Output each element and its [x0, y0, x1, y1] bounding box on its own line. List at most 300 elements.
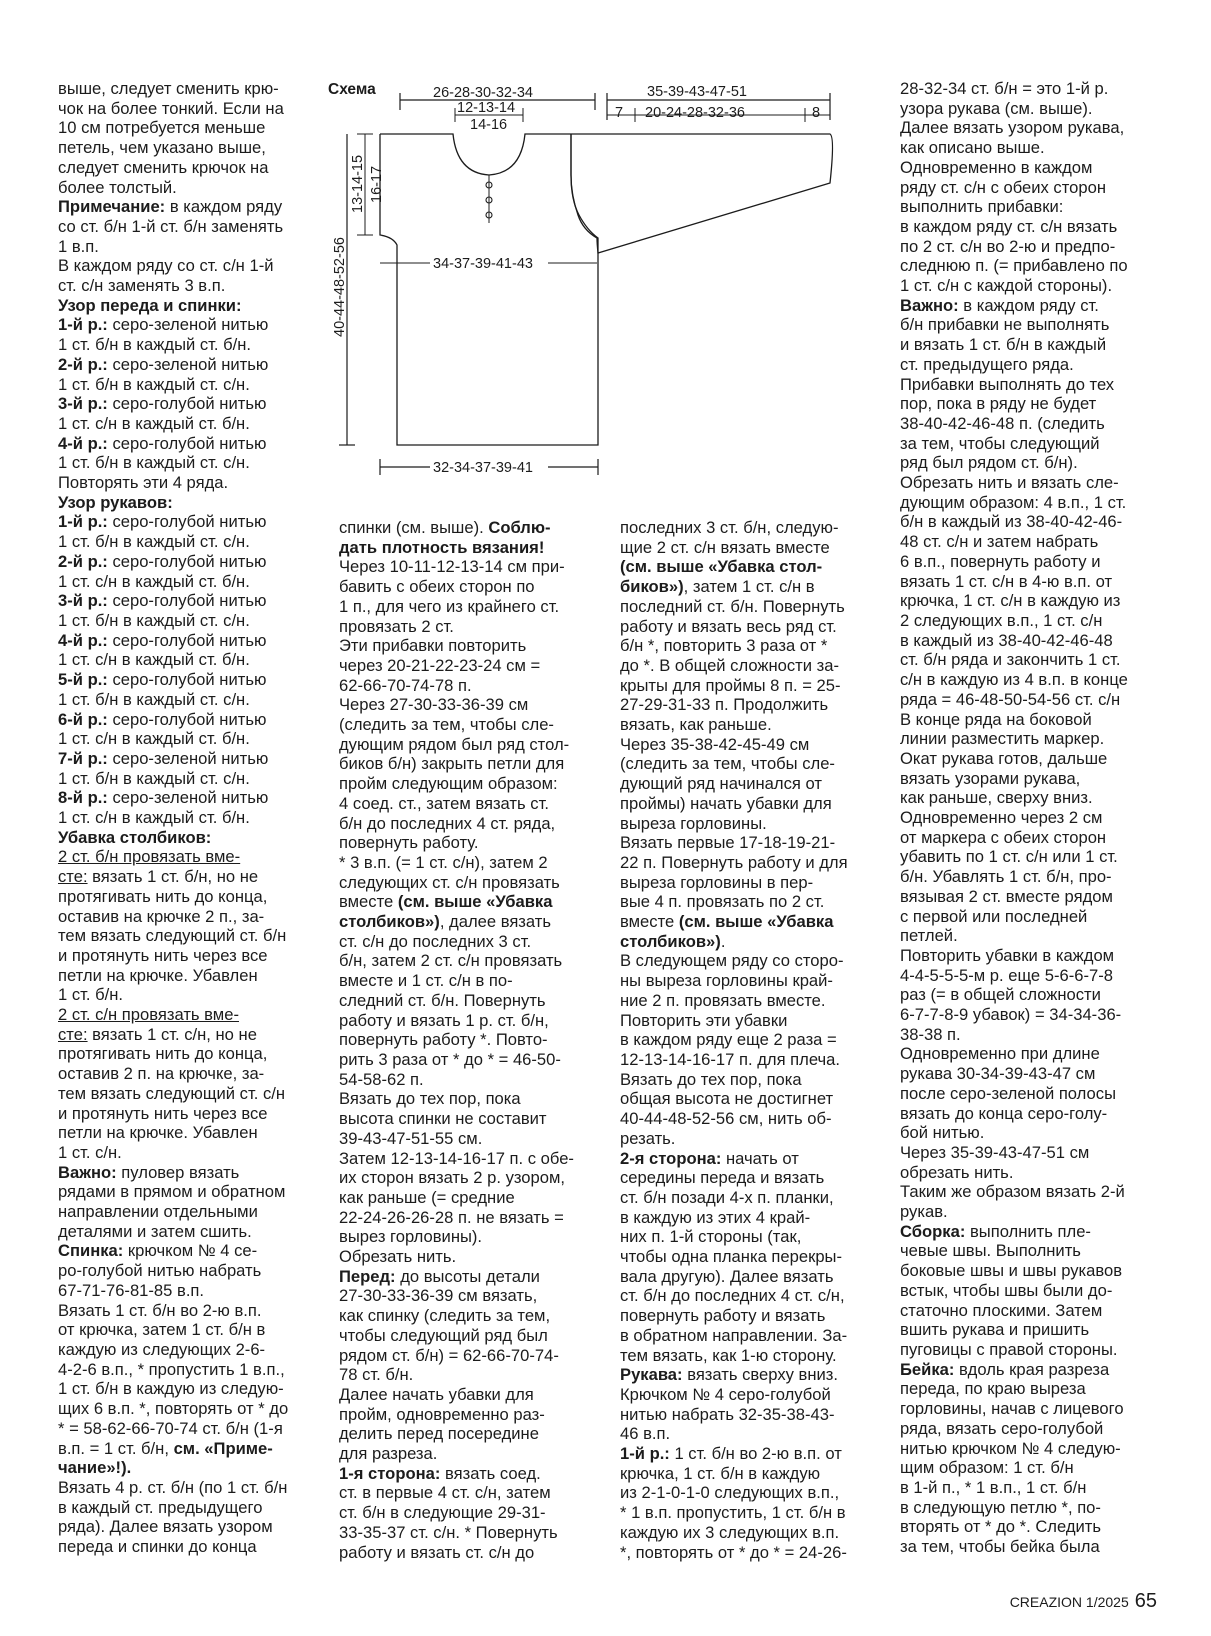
- text-line: Через 35-39-43-47-51 см: [900, 1142, 1090, 1162]
- text-line: следующих ст. с/н провязать: [339, 872, 560, 892]
- text-line: до *. В общей сложности за-: [620, 655, 840, 675]
- text-line: 78 ст. б/н.: [339, 1365, 414, 1385]
- text-line: каждую их 3 следующих в.п.: [620, 1522, 840, 1542]
- text-column-1: [58, 79, 320, 1557]
- text-line: 3-й р.: серо-голубой нитью: [58, 591, 267, 611]
- text-line: провязать 2 ст.: [339, 616, 454, 636]
- text-line: В конце ряда на боковой: [900, 709, 1092, 729]
- text-line: щим образом: 1 ст. б/н: [900, 1458, 1074, 1478]
- text-line: 1 ст. б/н.: [58, 985, 124, 1005]
- text-line: 1 ст. б/н в каждую из следую-: [58, 1379, 284, 1399]
- text-line: 2 следующих в.п., 1 ст. с/н: [900, 610, 1103, 630]
- text-line: 10 см потребуется меньше: [58, 118, 266, 138]
- text-line: общая высота не достигнет: [620, 1089, 834, 1109]
- text-line: (следить за тем, чтобы сле-: [339, 715, 554, 735]
- text-line: в обратном направлении. За-: [620, 1325, 848, 1345]
- bold-text: 2-я сторона:: [620, 1148, 722, 1168]
- text-line: б/н прибавки не выполнять: [900, 315, 1110, 335]
- bold-text: Соблю-: [488, 518, 551, 537]
- text-line: ряда). Далее вязать узором: [58, 1517, 273, 1537]
- text-line: Прибавки выполнять до тех: [900, 374, 1115, 394]
- text-line: * 1 в.п. пропустить, 1 ст. б/н в: [620, 1503, 846, 1523]
- bold-text: столбиков»): [620, 931, 721, 951]
- text-line: 1 ст. б/н в каждый ст. с/н.: [58, 768, 250, 788]
- text-line: дующим рядом был ряд стол-: [339, 734, 570, 754]
- text-line: ст. б/н позади 4-х п. планки,: [620, 1187, 834, 1207]
- text-line: Вязать до тех пор, пока: [339, 1089, 521, 1109]
- text-line: 4 соед. ст., затем вязать ст.: [339, 793, 549, 813]
- text-line: 27-29-31-33 п. Продолжить: [620, 695, 829, 715]
- text-line: ст. в первые 4 ст. с/н, затем: [339, 1483, 551, 1503]
- text-line: переда, по краю выреза: [900, 1379, 1086, 1399]
- text-line: 2-й р.: серо-голубой нитью: [58, 551, 267, 571]
- text-line: 1 ст. с/н в каждый ст. б/н.: [58, 808, 250, 828]
- text-line: протягивать нить до конца,: [58, 886, 268, 906]
- text-line: Рукава: вязать сверху вниз.: [620, 1365, 838, 1385]
- text-line: 1 в.п.: [58, 236, 99, 256]
- text-line: Обрезать нить и вязать сле-: [900, 473, 1119, 493]
- text-line: Примечание: в каждом ряду: [58, 197, 283, 217]
- text-line: 1 ст. б/н в каждый ст. с/н.: [58, 610, 250, 630]
- text-line: б/н. Убавлять 1 ст. б/н, про-: [900, 867, 1112, 887]
- bold-text: дать плотность вязания!: [339, 537, 545, 557]
- text-line: вязать до конца серо-голу-: [900, 1103, 1108, 1123]
- text-line: 8-й р.: серо-зеленой нитью: [58, 788, 269, 808]
- text-line: выреза горловины в пер-: [620, 872, 814, 892]
- text-line: в следующую петлю *, по-: [900, 1497, 1101, 1517]
- text-line: щих 6 в.п. *, повторять от * до: [58, 1399, 289, 1419]
- text-line: вязывая 2 ст. вместе рядом: [900, 886, 1113, 906]
- text-line: [620, 557, 882, 577]
- text-line: горловины, начав с лицевого: [900, 1399, 1124, 1419]
- bold-text: Убавка столбиков:: [58, 827, 212, 847]
- text-line: биков б/н) закрыть петли для: [339, 754, 565, 774]
- bold-text: Перед:: [339, 1266, 396, 1286]
- text-line: 1-я сторона: вязать соед.: [339, 1463, 541, 1483]
- text-line: узора рукава (см. выше).: [900, 98, 1093, 118]
- bold-text: 1-я сторона:: [339, 1463, 441, 1483]
- text-line: 46 в.п.: [620, 1424, 671, 1444]
- text-line: 6-7-7-8-9 убавок) = 34-34-36-: [900, 1005, 1122, 1025]
- text-line: Одновременно при длине: [900, 1044, 1100, 1064]
- text-line: [58, 493, 320, 513]
- armhole-height-label-2: 16-17: [369, 165, 385, 203]
- text-column-3: [620, 518, 882, 1562]
- text-line: в каждую из этих 4 край-: [620, 1207, 811, 1227]
- text-line: вместе (см. выше «Убавка: [620, 912, 834, 932]
- text-line: крючка, 1 ст. б/н в каждую: [620, 1463, 821, 1483]
- text-line: от маркера с обеих сторон: [900, 827, 1107, 847]
- bold-text: Важно:: [58, 1162, 117, 1182]
- text-line: проймы) начать убавки для: [620, 793, 832, 813]
- bold-text: (см. выше «Убавка стол-: [620, 557, 823, 577]
- text-line: 3-й р.: серо-голубой нитью: [58, 394, 267, 414]
- text-line: крючка, 1 ст. с/н в каждую из: [900, 591, 1121, 611]
- page-footer: [1010, 1590, 1157, 1613]
- text-line: Важно: пуловер вязать: [58, 1162, 240, 1182]
- text-line: более толстый.: [58, 177, 177, 197]
- text-line: 6 в.п., повернуть работу и: [900, 551, 1101, 571]
- underlined-text: 2 ст. б/н провязать вме-: [58, 847, 241, 867]
- text-column-4: [900, 79, 1162, 1557]
- text-line: чтобы следующий ряд был: [339, 1325, 548, 1345]
- text-line: оставив 2 п. на крючке, за-: [58, 1064, 265, 1084]
- text-line: в каждом ряду еще 2 раза =: [620, 1030, 837, 1050]
- text-line: чок на более тонкий. Если на: [58, 98, 284, 118]
- schema-title: Схема: [328, 81, 376, 98]
- bold-text: 1-й р.:: [620, 1444, 670, 1464]
- text-line: 22-24-26-26-28 п. не вязать =: [339, 1207, 564, 1227]
- text-line: вязать, как раньше.: [620, 715, 772, 735]
- text-line: с первой или последней: [900, 906, 1088, 926]
- text-line: Вязать 4 р. ст. б/н (по 1 ст. б/н: [58, 1477, 288, 1497]
- text-line: вязать узорами рукава,: [900, 768, 1081, 788]
- text-line: каждую из следующих 2-6-: [58, 1340, 266, 1359]
- text-line: как раньше (= средние: [339, 1187, 515, 1207]
- text-line: как спинку (следить за тем,: [339, 1306, 551, 1326]
- text-line: следнюю п. (= прибавлено по: [900, 256, 1128, 276]
- bold-text: Бейка:: [900, 1359, 955, 1379]
- text-line: линии разместить маркер.: [900, 729, 1105, 749]
- text-line: пуговицы с правой стороны.: [900, 1340, 1118, 1359]
- text-line: Повторить эти убавки: [620, 1010, 788, 1030]
- text-line: 1 п., для чего из крайнего ст.: [339, 596, 560, 616]
- text-line: Крючком № 4 серо-голубой: [620, 1384, 831, 1404]
- text-line: вторять от * до *. Следить: [900, 1517, 1102, 1537]
- text-line: 1 ст. б/н в каждый ст. с/н.: [58, 453, 250, 473]
- text-line: вместе (см. выше «Убавка: [339, 892, 553, 912]
- text-line: 1 ст. б/н в каждый ст. с/н.: [58, 689, 250, 709]
- bold-text: 5-й р.:: [58, 670, 108, 690]
- text-line: 1-й р.: серо-голубой нитью: [58, 512, 267, 532]
- bold-text: 3-й р.:: [58, 394, 108, 414]
- bold-text: 1-й р.:: [58, 315, 108, 335]
- text-line: 1 ст. с/н в каждый ст. б/н.: [58, 413, 250, 433]
- page-number: 65: [1134, 1590, 1157, 1612]
- text-line: в каждый из 38-40-42-46-48: [900, 630, 1113, 650]
- bold-text: биков»): [620, 577, 684, 597]
- chest-width-label: 34-37-39-41-43: [433, 256, 533, 272]
- text-line: 2-й р.: серо-зеленой нитью: [58, 354, 269, 374]
- text-line: чевые швы. Выполнить: [900, 1241, 1081, 1261]
- bold-text: Сборка:: [900, 1221, 966, 1241]
- bold-text: 6-й р.:: [58, 709, 108, 729]
- garment-guide: [380, 134, 830, 254]
- text-line: [58, 1458, 320, 1478]
- bold-text: (см. выше «Убавка: [678, 912, 834, 932]
- text-line: 1 ст. с/н в каждый ст. б/н.: [58, 650, 250, 670]
- text-line: встык, чтобы швы были до-: [900, 1280, 1113, 1300]
- text-column-2: [339, 518, 601, 1562]
- text-line: вместе и 1 ст. с/н в по-: [339, 971, 513, 991]
- text-line: выше, следует сменить крю-: [58, 79, 279, 98]
- text-line: рить 3 раза от * до * = 46-50-: [339, 1049, 561, 1069]
- text-line: ны выреза горловины край-: [620, 971, 833, 991]
- text-line: В следующем ряду со сторо-: [620, 951, 844, 971]
- bottom-width-label: 32-34-37-39-41: [433, 460, 533, 476]
- text-line: 4-й р.: серо-голубой нитью: [58, 433, 267, 453]
- text-line: бавить с обеих сторон по: [339, 577, 535, 597]
- text-line: 40-44-48-52-56 см, нить об-: [620, 1109, 832, 1129]
- text-line: Повторить убавки в каждом: [900, 945, 1115, 965]
- underlined-text: сте:: [58, 867, 88, 887]
- bold-text: 4-й р.:: [58, 433, 108, 453]
- text-line: 67-71-76-81-85 в.п.: [58, 1280, 205, 1300]
- text-line: [58, 847, 320, 867]
- text-line: вшить рукава и пришить: [900, 1320, 1090, 1340]
- text-line: * 3 в.п. (= 1 ст. с/н), затем 2: [339, 852, 548, 872]
- text-line: как описано выше.: [900, 138, 1045, 158]
- text-line: 54-58-62 п.: [339, 1069, 424, 1089]
- text-line: 1-й р.: 1 ст. б/н во 2-ю в.п. от: [620, 1444, 842, 1464]
- text-line: рядом ст. б/н) = 62-66-70-74-: [339, 1345, 559, 1365]
- text-line: через 20-21-22-23-24 см =: [339, 655, 541, 675]
- pattern-schema: [328, 75, 895, 505]
- text-line: ние 2 п. провязать вместе.: [620, 990, 826, 1010]
- text-line: петли на крючке. Убавлен: [58, 965, 258, 985]
- text-line: и вязать 1 ст. б/н в каждый: [900, 335, 1107, 355]
- text-line: Вязать до тех пор, пока: [620, 1069, 802, 1089]
- text-line: 12-13-14-16-17 п. для плеча.: [620, 1049, 840, 1069]
- text-line: повернуть работу.: [339, 833, 479, 853]
- text-line: сте: вязать 1 ст. с/н, но не: [58, 1024, 257, 1044]
- text-line: Далее вязать узором рукава,: [900, 118, 1125, 138]
- text-line: и протянуть нить через все: [58, 1103, 268, 1123]
- text-line: убавить по 1 ст. с/н или 1 ст.: [900, 847, 1118, 867]
- text-line: б/н до последних 4 ст. ряда,: [339, 813, 556, 833]
- text-line: обрезать нить.: [900, 1162, 1014, 1182]
- text-line: Эти прибавки повторить: [339, 636, 527, 656]
- bold-text: (см. выше «Убавка: [397, 892, 553, 912]
- text-line: повернуть работу *. Повто-: [339, 1030, 548, 1050]
- bold-text: 2-й р.:: [58, 551, 108, 571]
- bold-text: Спинка:: [58, 1241, 124, 1261]
- text-line: ст. б/н ряда и закончить 1 ст.: [900, 650, 1121, 670]
- text-line: 4-4-5-5-5-м р. еще 5-6-6-7-8: [900, 965, 1114, 985]
- text-line: б/н в каждый из 38-40-42-46-: [900, 512, 1123, 532]
- text-line: рукав.: [900, 1202, 948, 1222]
- text-line: Вязать 1 ст. б/н во 2-ю в.п.: [58, 1300, 262, 1320]
- armhole-line: [571, 134, 598, 253]
- gap-7-label: 7: [615, 105, 624, 121]
- text-line: выреза горловины.: [620, 813, 767, 833]
- text-line: последний ст. б/н. Повернуть: [620, 596, 845, 616]
- text-line: Через 35-38-42-45-49 см: [620, 734, 810, 754]
- text-line: столбиков»).: [620, 931, 726, 951]
- text-line: 33-35-37 ст. с/н. * Повернуть: [339, 1522, 558, 1542]
- text-line: сте: вязать 1 ст. б/н, но не: [58, 867, 259, 887]
- text-line: от крючка, затем 1 ст. б/н в: [58, 1320, 266, 1340]
- text-line: Сборка: выполнить пле-: [900, 1221, 1091, 1241]
- text-line: ро-голубой нитью набрать: [58, 1261, 262, 1281]
- bold-text: 1-й р.:: [58, 512, 108, 532]
- text-line: бой нитью.: [900, 1123, 985, 1143]
- text-line: рядами в прямом и обратном: [58, 1182, 286, 1202]
- neck-width-label-1: 12-13-14: [457, 100, 516, 116]
- total-height-label: 40-44-48-52-56: [332, 237, 348, 337]
- text-line: делить перед посередине: [339, 1424, 539, 1444]
- bold-text: 2-й р.:: [58, 354, 108, 374]
- text-line: работу и вязать ст. с/н до: [339, 1542, 535, 1562]
- text-line: боковые швы и швы рукавов: [900, 1261, 1123, 1281]
- text-line: 28-32-34 ст. б/н = это 1-й р.: [900, 79, 1109, 98]
- text-line: ст. б/н в следующие 29-31-: [339, 1503, 546, 1523]
- text-line: ст. предыдущего ряда.: [900, 354, 1074, 374]
- text-line: Важно: в каждом ряду ст.: [900, 295, 1099, 315]
- text-line: Спинка: крючком № 4 се-: [58, 1241, 258, 1261]
- text-line: 4-й р.: серо-голубой нитью: [58, 630, 267, 650]
- text-line: них п. 1-й стороны (так,: [620, 1227, 802, 1247]
- text-line: ст. с/н заменять 3 в.п.: [58, 276, 226, 296]
- text-line: крыты для проймы 8 п. = 25-: [620, 675, 841, 695]
- text-line: с/н в каждую из 4 в.п. в конце: [900, 670, 1128, 690]
- text-line: чтобы одна планка перекры-: [620, 1247, 843, 1267]
- text-line: со ст. б/н 1-й ст. б/н заменять: [58, 216, 284, 236]
- sleeve-length-label: 35-39-43-47-51: [647, 84, 747, 100]
- text-line: 62-66-70-74-78 п.: [339, 675, 472, 695]
- text-line: вые 4 п. провязать по 2 ст.: [620, 892, 825, 912]
- text-line: вырез горловины).: [339, 1227, 483, 1247]
- text-line: из 2-1-0-1-0 следующих в.п.,: [620, 1483, 840, 1503]
- text-line: по 2 ст. с/н во 2-ю и предпо-: [900, 236, 1116, 256]
- text-line: и протянуть нить через все: [58, 945, 268, 965]
- text-line: Затем 12-13-14-16-17 п. с обе-: [339, 1148, 574, 1168]
- bold-text: Узор рукавов:: [58, 492, 173, 512]
- text-line: середины переда и вязать: [620, 1168, 825, 1188]
- text-line: ряда = 46-48-50-54-56 ст. с/н: [900, 689, 1121, 709]
- text-line: 1 ст. с/н.: [58, 1142, 122, 1162]
- cuff-width-label: 20-24-28-32-36: [645, 105, 745, 121]
- text-line: Через 27-30-33-36-39 см: [339, 695, 529, 715]
- text-line: Окат рукава готов, дальше: [900, 748, 1108, 768]
- text-line: как раньше, сверху вниз.: [900, 788, 1093, 808]
- text-line: [58, 1005, 320, 1025]
- text-line: [58, 828, 320, 848]
- text-line: работу и вязать 1 р. ст. б/н,: [339, 1010, 549, 1030]
- text-line: 27-30-33-36-39 см вязать,: [339, 1286, 538, 1306]
- text-line: б/н, затем 2 ст. с/н провязать: [339, 951, 563, 971]
- text-line: в.п. = 1 ст. б/н, см. «Приме-: [58, 1438, 273, 1458]
- text-line: петлей.: [900, 926, 958, 946]
- text-line: выполнить прибавки:: [900, 197, 1064, 217]
- underlined-text: сте:: [58, 1024, 88, 1044]
- text-line: для разреза.: [339, 1444, 438, 1464]
- schema-drawing: [328, 75, 895, 505]
- text-line: Перед: до высоты детали: [339, 1266, 540, 1286]
- bold-text: столбиков»): [339, 912, 440, 932]
- text-line: вязать 1 ст. с/н в 4-ю в.п. от: [900, 571, 1113, 591]
- text-line: оставив на крючке 2 п., за-: [58, 906, 265, 926]
- text-line: тем вязать следующий ст. с/н: [58, 1083, 286, 1103]
- text-line: работу и вязать весь ряд ст.: [620, 616, 837, 636]
- text-line: за тем, чтобы следующий: [900, 433, 1100, 453]
- text-line: раз (= в общей сложности: [900, 985, 1101, 1005]
- bold-text: чание»!).: [58, 1458, 132, 1478]
- text-line: в 1-й п., * 1 в.п., 1 ст. б/н: [900, 1477, 1087, 1497]
- text-line: 1 ст. б/н в каждый ст. с/н.: [58, 374, 250, 394]
- text-line: последних 3 ст. б/н, следую-: [620, 518, 839, 537]
- text-line: дующий ряд начинался от: [620, 774, 822, 794]
- text-line: биков»), затем 1 ст. с/н в: [620, 577, 815, 597]
- text-line: Таким же образом вязать 2-й: [900, 1182, 1125, 1202]
- text-line: *, повторять от * до * = 24-26-: [620, 1542, 847, 1562]
- armhole-height-label-1: 13-14-15: [350, 154, 366, 213]
- text-line: 38-38 п.: [900, 1024, 961, 1044]
- text-line: в каждом ряду ст. с/н вязать: [900, 216, 1118, 236]
- text-line: (следить за тем, чтобы сле-: [620, 754, 835, 774]
- text-line: ряд был рядом ст. б/н).: [900, 453, 1078, 473]
- bold-text: 8-й р.:: [58, 788, 108, 808]
- text-line: направлении отдельными: [58, 1202, 258, 1222]
- text-line: 4-2-6 в.п., * пропустить 1 в.п.,: [58, 1359, 285, 1379]
- text-line: ряда, вязать серо-голубой: [900, 1418, 1104, 1438]
- text-line: б/н *, повторить 3 раза от *: [620, 636, 828, 656]
- text-line: резать.: [620, 1128, 676, 1148]
- text-line: статочно плоскими. Затем: [900, 1300, 1103, 1320]
- text-line: после серо-зеленой полосы: [900, 1083, 1116, 1103]
- bold-text: Важно:: [900, 295, 959, 315]
- text-line: нитью крючком № 4 следую-: [900, 1438, 1121, 1458]
- text-line: пройм следующим образом:: [339, 774, 558, 794]
- text-line: дующим образом: 4 в.п., 1 ст.: [900, 492, 1127, 512]
- text-line: рукава 30-34-39-43-47 см: [900, 1064, 1096, 1084]
- bold-text: 4-й р.:: [58, 630, 108, 650]
- text-line: Обрезать нить.: [339, 1247, 457, 1267]
- text-line: Повторять эти 4 ряда.: [58, 473, 229, 493]
- bold-text: 7-й р.:: [58, 748, 108, 768]
- text-line: Одновременно через 2 см: [900, 808, 1103, 828]
- text-line: деталями и затем сшить.: [58, 1221, 252, 1241]
- text-line: щие 2 ст. с/н вязать вместе: [620, 537, 830, 557]
- underlined-text: 2 ст. с/н провязать вме-: [58, 1005, 239, 1025]
- text-line: 1 ст. б/н в каждый ст. б/н.: [58, 335, 252, 355]
- bold-text: Узор переда и спинки:: [58, 295, 242, 315]
- text-line: 5-й р.: серо-голубой нитью: [58, 670, 267, 690]
- text-line: пор, пока в ряду не будет: [900, 394, 1097, 414]
- bold-text: Примечание:: [58, 197, 166, 217]
- text-line: вала другую). Далее вязать: [620, 1266, 834, 1286]
- text-line: столбиков»), далее вязать: [339, 912, 552, 932]
- text-line: 1 ст. с/н в каждый ст. б/н.: [58, 729, 250, 749]
- text-line: ряду ст. с/н с обеих сторон: [900, 177, 1106, 197]
- text-line: ст. с/н до последних 3 ст.: [339, 931, 532, 951]
- text-line: следний ст. б/н. Повернуть: [339, 990, 546, 1010]
- text-line: 38-40-42-46-48 п. (следить: [900, 413, 1105, 433]
- bold-text: см. «Приме-: [173, 1438, 273, 1458]
- text-line: [339, 538, 601, 558]
- text-line: 7-й р.: серо-зеленой нитью: [58, 748, 269, 768]
- top-width-label: 26-28-30-32-34: [433, 85, 533, 101]
- bold-text: 3-й р.:: [58, 591, 108, 611]
- magazine-issue: CREAZION 1/2025: [1009, 1594, 1129, 1610]
- text-line: 2-я сторона: начать от: [620, 1148, 799, 1168]
- text-line: петель, чем указано выше,: [58, 138, 266, 158]
- text-line: следует сменить крючок на: [58, 157, 269, 177]
- text-line: Через 10-11-12-13-14 см при-: [339, 557, 565, 577]
- text-line: В каждом ряду со ст. с/н 1-й: [58, 256, 274, 276]
- text-line: 48 ст. с/н и затем набрать: [900, 532, 1099, 552]
- text-line: 1 ст. б/н в каждый ст. с/н.: [58, 532, 250, 552]
- gap-8-label: 8: [812, 105, 821, 121]
- text-line: протягивать нить до конца,: [58, 1044, 268, 1064]
- text-line: спинки (см. выше). Соблю-: [339, 518, 551, 537]
- text-line: петли на крючке. Убавлен: [58, 1123, 258, 1143]
- text-line: тем вязать, как 1-ю сторону.: [620, 1345, 837, 1365]
- text-line: 1-й р.: серо-зеленой нитью: [58, 315, 269, 335]
- text-line: Одновременно в каждом: [900, 157, 1093, 177]
- text-line: в каждый ст. предыдущего: [58, 1497, 263, 1517]
- text-line: Далее начать убавки для: [339, 1384, 534, 1404]
